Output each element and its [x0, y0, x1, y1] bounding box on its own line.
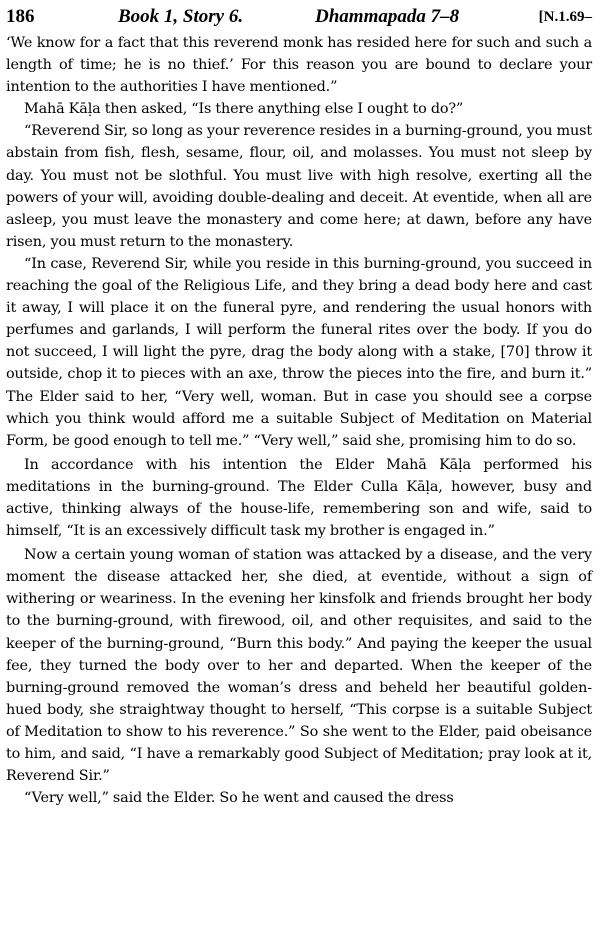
page-number: 186 [6, 6, 35, 27]
paragraph-2: Mahā Kāḷa then asked, “Is there anything else I ought to do?” [24, 101, 464, 118]
book-story-label: Book 1, Story 6. [118, 6, 244, 27]
paragraph-1: ‘We know for a fact that this reverend monk has resided here for such and such a length of time; he is no thief.’ For this reason you are bound to declare your intention to the authorities I have mentioned.” [6, 35, 592, 96]
paragraph-4: “In case, Reverend Sir, while you reside in this burning-ground, you succeed in reaching the goal of the Religious Life, and they bring a dead body here and cast it away, I will place it on the funeral pyre, and rendering the usual honors with perfumes and garlands, I will perform the funeral rites over the body. If you do not succeed, I will light the pyre, drag the body along with a stake, [70] throw it outside, chop it to pieces with an axe, throw the pieces into the fire, and burn it.” The Elder said to her, “Very well, woman. But in case you should see a corpse which you think would afford me a suitable Subject of Meditation on Material Form, be good enough to tell me.” “Very well,” said she, promising him to do so. [6, 255, 592, 449]
paragraph-3: “Reverend Sir, so long as your reverence resides in a burning-ground, you must abstain from fish, flesh, sesame, flour, oil, and molasses. You must not sleep by day. You must not be slothful. You must live with high resolve, exerting all the powers of your will, avoiding double-dealing and deceit. At eventide, when all are asleep, you must leave the monastery and come here; at dawn, before any have risen, you must return to the monastery. [6, 123, 592, 250]
paragraph-5: In accordance with his intention the Elder Mahā Kāḷa performed his meditations in the burning-ground. The Elder Culla Kāḷa, however, busy and active, thinking always of the house-life, remembering son and wife, said to himself, “It is an excessively difficult task my brother is engaged in.” [6, 456, 592, 540]
paragraph-6: Now a certain young woman of station was attacked by a disease, and the very moment the disease attacked her, she died, at eventide, without a sign of withering or weariness. In the evening her kinsfolk and friends brought her body to the burning-ground, with firewood, oil, and other requisites, and said to the keeper of the burning-ground, “Burn this body.” And paying the keeper the usual fee, they turned the body over to her and departed. When the keeper of the burning-ground removed the woman’s dress and beheld her beautiful golden-hued body, she straightway thought to herself, “This corpse is a suitable Subject of Meditation to show to his reverence.” So she went to the Elder, paid obeisance to him, and said, “I have a remarkably good Subject of Meditation; pray look at it, Reverend Sir.” [6, 547, 592, 785]
running-header [6, 6, 592, 32]
reference-mark: [N.1.69– [538, 9, 592, 25]
paragraph-7: “Very well,” said the Elder. So he went and caused the dress [24, 790, 454, 807]
running-title: Dhammapada 7–8 [315, 6, 460, 27]
body-text [6, 32, 592, 809]
